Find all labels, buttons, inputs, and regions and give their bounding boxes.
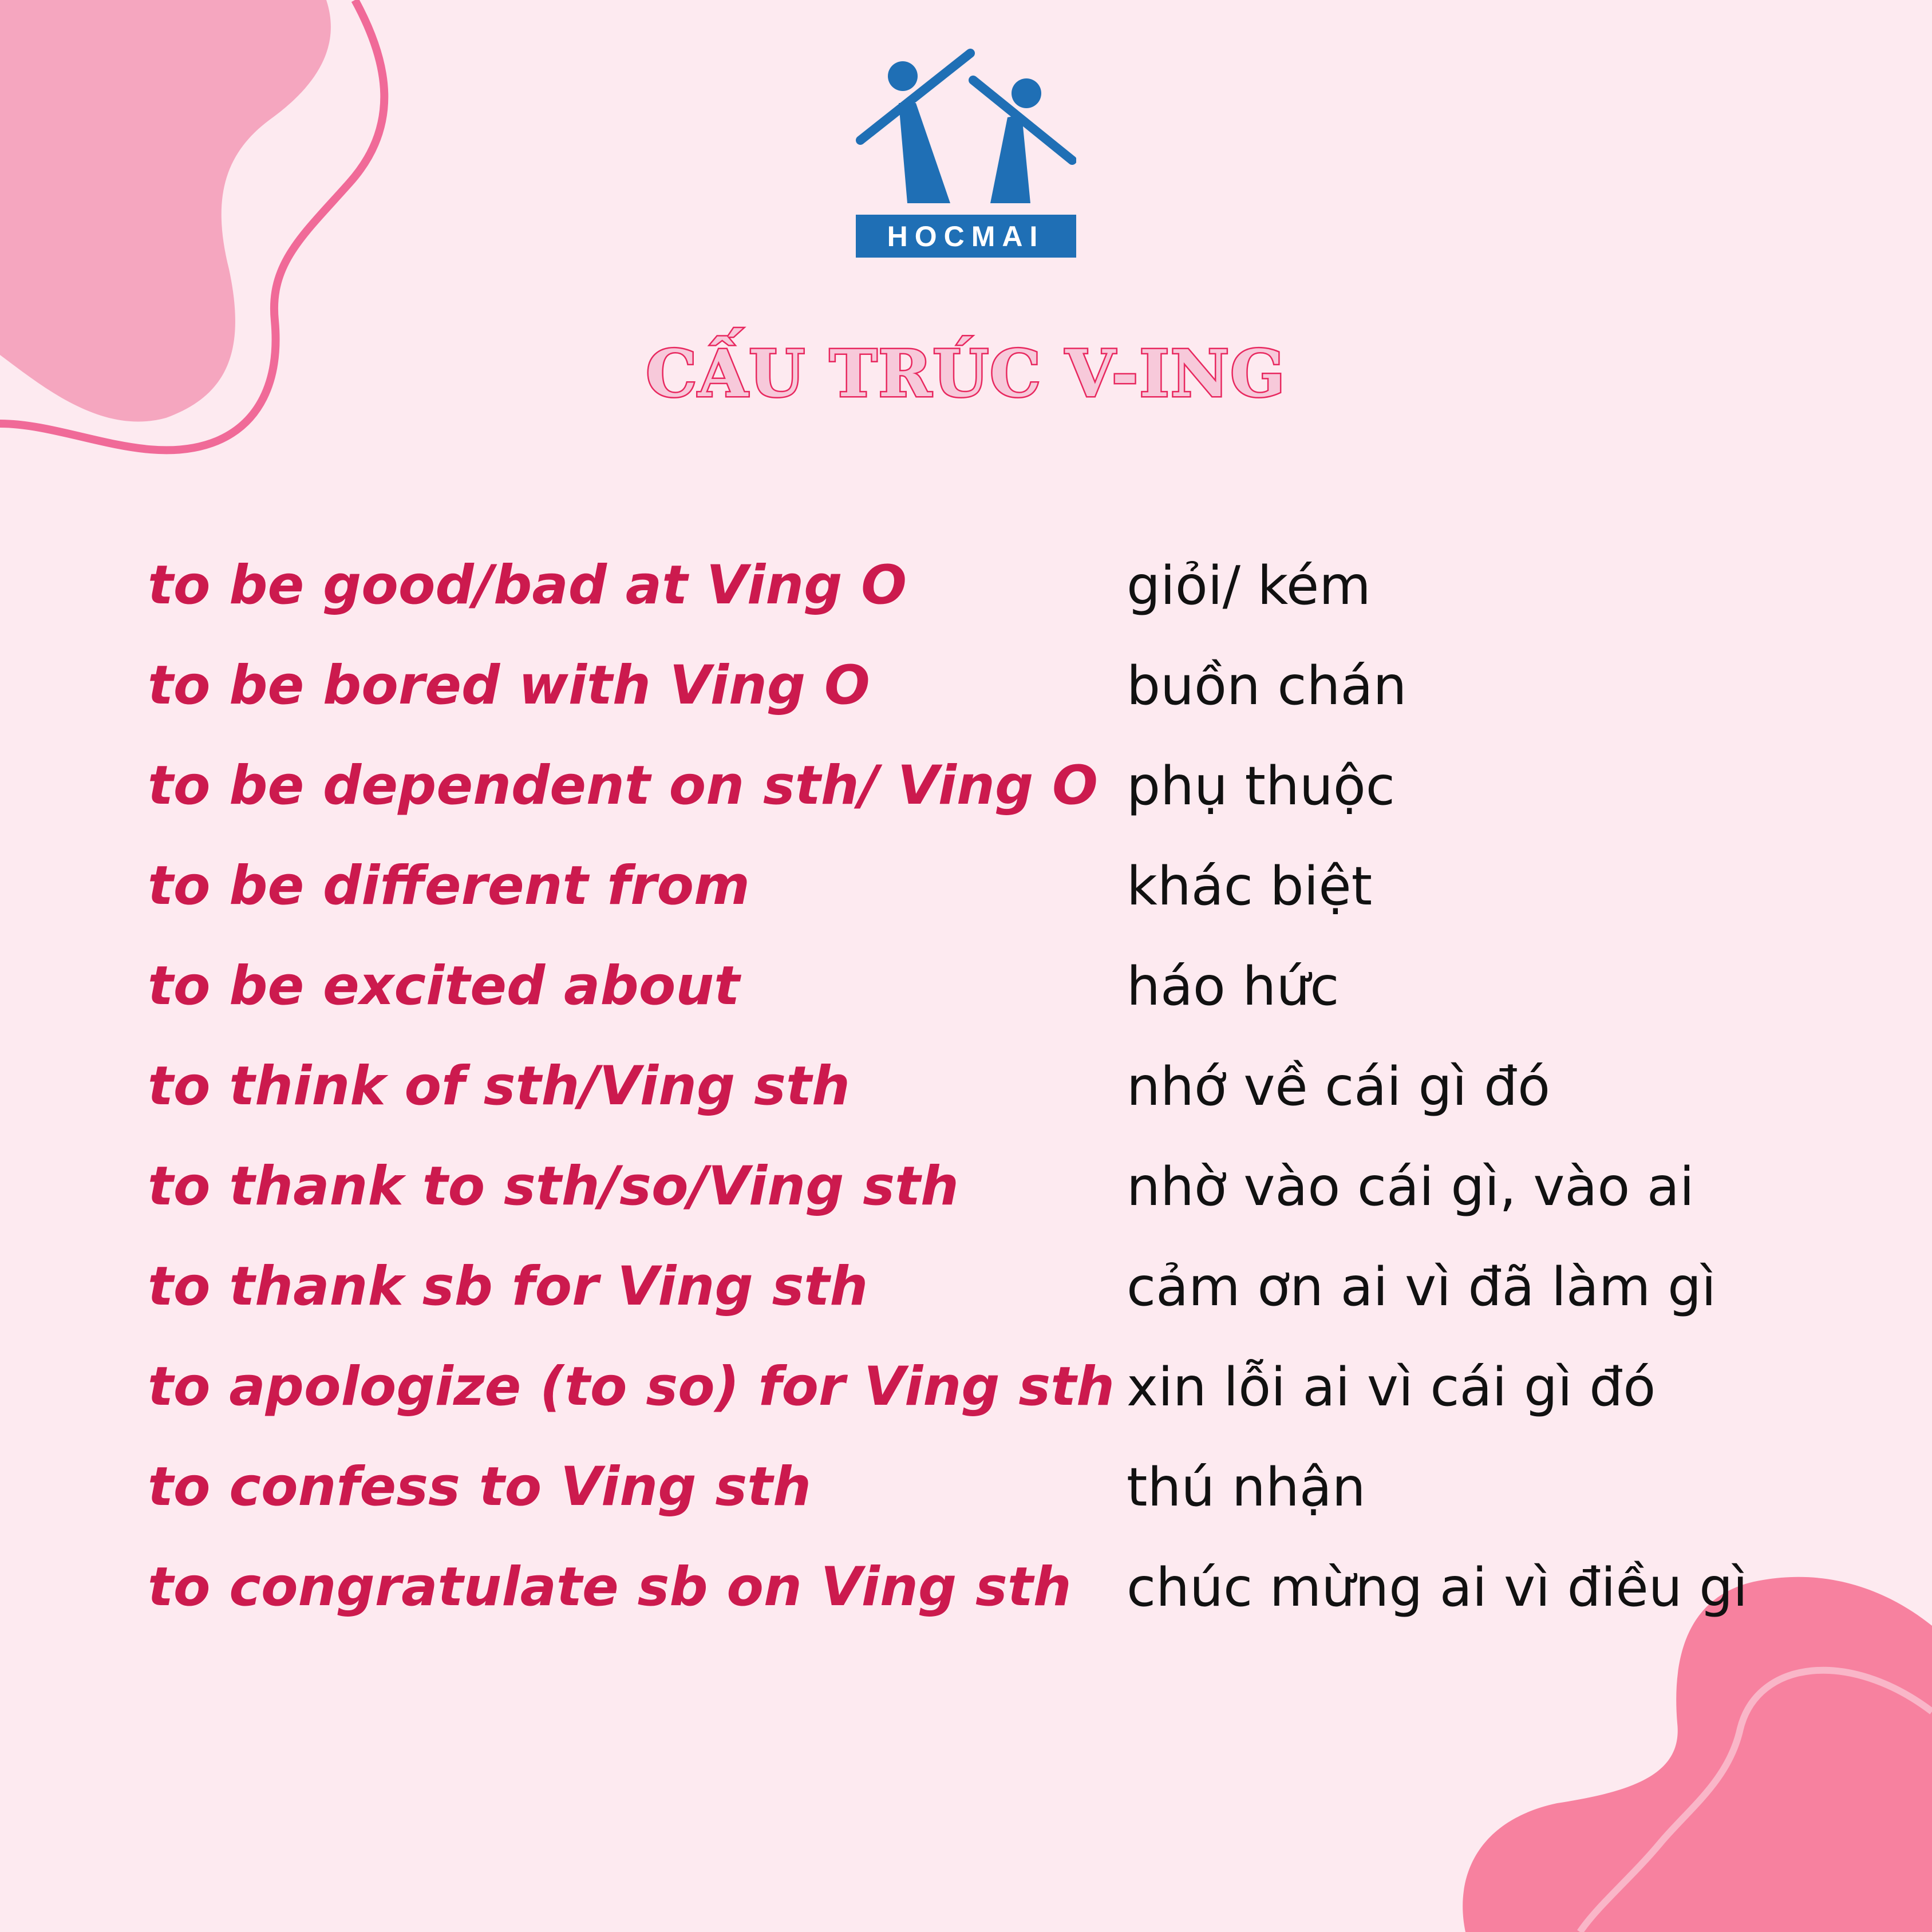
- vietnamese-meaning: chúc mừng ai vì điều gì: [1127, 1556, 1748, 1618]
- structure-list: [148, 535, 1865, 1637]
- vietnamese-meaning: nhớ về cái gì đó: [1127, 1055, 1551, 1117]
- logo-text: HOCMAI: [887, 220, 1045, 252]
- list-item: [148, 1136, 1865, 1236]
- vietnamese-meaning: xin lỗi ai vì cái gì đó: [1127, 1356, 1656, 1418]
- vietnamese-meaning: thú nhận: [1127, 1456, 1366, 1518]
- page-title: CẤU TRÚC V-ING: [646, 337, 1286, 412]
- list-item: [148, 1437, 1865, 1537]
- english-phrase: to think of sth/Ving sth: [148, 1055, 850, 1117]
- english-phrase: to congratulate sb on Ving sth: [148, 1556, 1072, 1618]
- english-phrase: to thank to sth/so/Ving sth: [148, 1155, 959, 1218]
- list-item: [148, 635, 1865, 736]
- list-item: [148, 936, 1865, 1036]
- list-item: [148, 836, 1865, 936]
- list-item: [148, 535, 1865, 635]
- vietnamese-meaning: khác biệt: [1127, 855, 1373, 917]
- list-item: [148, 1337, 1865, 1437]
- english-phrase: to be different from: [148, 855, 750, 917]
- vietnamese-meaning: cảm ơn ai vì đã làm gì: [1127, 1255, 1716, 1318]
- vietnamese-meaning: háo hức: [1127, 955, 1340, 1017]
- list-item: [148, 1236, 1865, 1337]
- list-item: [148, 1537, 1865, 1637]
- english-phrase: to apologize (to so) for Ving sth: [148, 1356, 1115, 1418]
- list-item: [148, 736, 1865, 836]
- list-item: [148, 1036, 1865, 1136]
- english-phrase: to be excited about: [148, 955, 740, 1017]
- vietnamese-meaning: buồn chán: [1127, 654, 1407, 717]
- english-phrase: to be dependent on sth/ Ving O: [148, 754, 1098, 817]
- english-phrase: to be good/bad at Ving O: [148, 554, 907, 617]
- vietnamese-meaning: nhờ vào cái gì, vào ai: [1127, 1155, 1694, 1218]
- english-phrase: to confess to Ving sth: [148, 1456, 812, 1518]
- english-phrase: to thank sb for Ving sth: [148, 1255, 868, 1318]
- vietnamese-meaning: giỏi/ kém: [1127, 554, 1371, 617]
- hocmai-logo: [856, 49, 1076, 260]
- vietnamese-meaning: phụ thuộc: [1127, 754, 1395, 817]
- english-phrase: to be bored with Ving O: [148, 654, 870, 717]
